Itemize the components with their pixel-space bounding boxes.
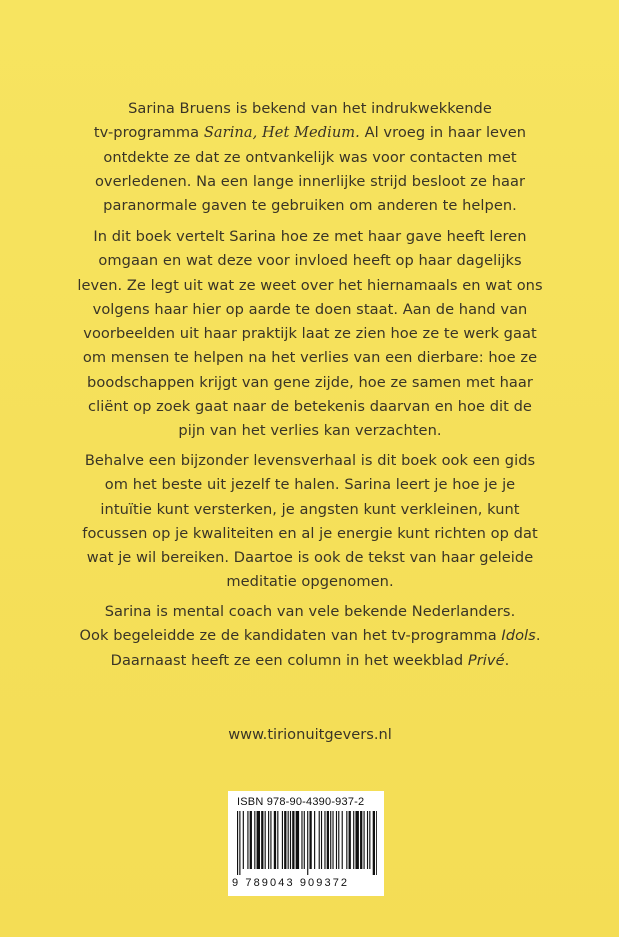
author-credentials-paragraph: [60, 600, 560, 673]
barcode-bar: [274, 811, 276, 869]
barcode-bar: [342, 811, 343, 869]
barcode-bar: [239, 811, 240, 875]
book-description-paragraph: [60, 225, 560, 444]
barcode-icon: [237, 811, 377, 875]
barcode-bar: [332, 811, 333, 869]
barcode-bar: [373, 811, 375, 875]
barcode-bar: [376, 811, 377, 875]
barcode-bar: [324, 811, 325, 869]
barcode-bar: [304, 811, 305, 869]
barcode-bar: [349, 811, 351, 869]
publisher-website[interactable]: www.tirionuitgevers.nl: [228, 726, 392, 743]
text-line: Daarnaast heeft ze een column in het weekblad Privé.: [110, 651, 510, 669]
text-line: voorbeelden uit haar praktijk laat ze zien hoe ze te werk gaat: [83, 325, 537, 343]
barcode-bar: [243, 811, 244, 869]
barcode-bar: [330, 811, 331, 869]
barcode-bar: [309, 811, 311, 869]
magazine-title: Privé: [467, 651, 505, 669]
text-line: Sarina is mental coach van vele bekende Nederlanders.: [104, 603, 516, 620]
text-line: omgaan en wat deze voor invloed heeft op haar dagelijks: [98, 252, 522, 270]
text-line: In dit boek vertelt Sarina hoe ze met haar gave heeft leren: [93, 228, 527, 245]
barcode-bar: [292, 811, 294, 869]
author-intro-paragraph: [60, 97, 560, 218]
barcode-bar: [327, 811, 329, 869]
text-line: om het beste uit jezelf te halen. Sarina leert je hoe je je: [104, 476, 516, 494]
text-line: wat je wil bereiken. Daartoe is ook de tekst van haar geleide: [86, 549, 534, 567]
barcode-bar: [237, 811, 238, 875]
barcode-bar: [257, 811, 260, 869]
barcode-bar: [268, 811, 269, 869]
text-line: ontdekte ze dat ze ontvankelijk was voor contacten met: [103, 148, 517, 166]
text-line: pijn van het verlies kan verzachten.: [178, 422, 442, 440]
text-line: Sarina Bruens is bekend van het indrukwekkende: [128, 100, 492, 117]
barcode-bar: [261, 811, 263, 869]
text-line: focussen op je kwaliteiten en al je energie kunt richten op dat: [82, 524, 538, 542]
text-line: meditatie opgenomen.: [226, 573, 394, 591]
barcode-bar: [314, 811, 315, 869]
barcode-bar: [254, 811, 255, 869]
text-line: paranormale gaven te gebruiken om anderen te helpen.: [103, 197, 517, 215]
show-title: Sarina, Het Medium.: [203, 124, 360, 142]
ean-number: 9 789043 909372: [232, 877, 350, 889]
text-line: om mensen te helpen na het verlies van een dierbare: hoe ze: [82, 349, 538, 367]
barcode-bar: [336, 811, 337, 869]
text-line: cliënt op zoek gaat naar de betekenis daarvan en hoe dit de: [88, 398, 532, 416]
barcode-bar: [319, 811, 320, 869]
barcode-bar: [265, 811, 266, 869]
barcode-bar: [353, 811, 354, 869]
show-title: Idols: [501, 627, 536, 645]
barcode-bar: [364, 811, 365, 869]
barcode-bar: [307, 811, 308, 875]
barcode-bar: [346, 811, 347, 869]
barcode-bar: [301, 811, 302, 869]
barcode-bar: [338, 811, 339, 869]
text-line: tv-programma Sarina, Het Medium. Al vroeg in haar leven: [93, 124, 527, 142]
barcode-bar: [284, 811, 286, 869]
guide-paragraph: [60, 449, 560, 595]
barcode-bar: [250, 811, 252, 869]
barcode-bar: [290, 811, 291, 869]
text-line: Ook begeleidde ze de kandidaten van het tv-programma Idols.: [79, 627, 541, 645]
text-line: boodschappen krijgt van gene zijde, hoe ze samen met haar: [87, 373, 533, 391]
isbn-barcode: [228, 791, 384, 896]
barcode-bar: [288, 811, 289, 869]
barcode-bar: [270, 811, 271, 869]
text-line: overledenen. Na een lange innerlijke strijd besloot ze haar: [94, 172, 526, 190]
text-line: volgens haar hier op aarde te doen staat. Aan de hand van: [92, 300, 528, 318]
barcode-bar: [282, 811, 283, 869]
barcode-bar: [369, 811, 370, 869]
barcode-bar: [247, 811, 248, 869]
text-line: leven. Ze legt uit wat ze weet over het hiernamaals en wat ons: [77, 276, 543, 294]
barcode-bar: [296, 811, 299, 869]
isbn-label: ISBN 978-90-4390-937-2: [237, 796, 365, 808]
barcode-bar: [367, 811, 368, 869]
barcode-bar: [277, 811, 278, 869]
barcode-bar: [360, 811, 362, 869]
text-line: Behalve een bijzonder levensverhaal is dit boek ook een gids: [84, 452, 536, 469]
text-line: intuïtie kunt versterken, je angsten kunt verkleinen, kunt: [100, 500, 520, 518]
barcode-bar: [355, 811, 358, 869]
barcode-bar: [321, 811, 322, 869]
